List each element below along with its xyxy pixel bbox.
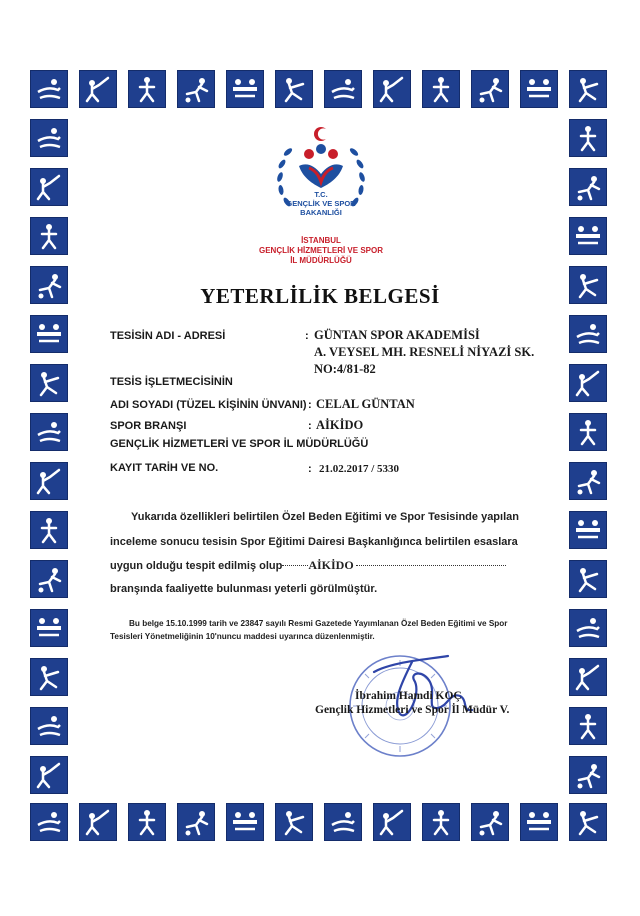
sport-pictogram-icon <box>569 462 607 500</box>
facility-value-line1: GÜNTAN SPOR AKADEMİSİ <box>314 328 480 342</box>
sport-pictogram-icon <box>226 70 264 108</box>
registration-value: 21.02.2017 / 5330 <box>319 463 400 475</box>
legal-note-line2: Tesisleri Yönetmeliğinin 10'nuncu maddesi uyarınca düzenlenmiştir. <box>110 632 375 641</box>
sport-pictogram-icon <box>471 70 509 108</box>
logo-directorate-line3: İL MÜDÜRLÜĞÜ <box>290 256 352 265</box>
logo-ministry-line2: BAKANLIĞI <box>300 208 342 217</box>
sport-pictogram-icon <box>275 70 313 108</box>
body-line3-value: AİKİDO <box>308 558 354 572</box>
operator-label-line1: TESİS İŞLETMECİSİNİN <box>110 376 233 388</box>
registration-label: KAYIT TARİH VE NO. <box>110 462 219 474</box>
sport-pictogram-icon <box>30 70 68 108</box>
sport-pictogram-icon <box>569 413 607 451</box>
sport-pictogram-icon <box>30 803 68 841</box>
directorate-line: GENÇLİK HİZMETLERİ VE SPOR İL MÜDÜRLÜĞÜ <box>110 438 369 450</box>
body-line3 <box>110 558 550 573</box>
sport-pictogram-icon <box>30 511 68 549</box>
sport-pictogram-icon <box>373 70 411 108</box>
sport-pictogram-icon <box>569 217 607 255</box>
sport-pictogram-icon <box>569 364 607 402</box>
sport-pictogram-icon <box>569 609 607 647</box>
sport-pictogram-icon <box>569 560 607 598</box>
sport-pictogram-icon <box>30 560 68 598</box>
sport-pictogram-icon <box>569 511 607 549</box>
dotted-leader <box>282 565 308 566</box>
sport-pictogram-icon <box>30 413 68 451</box>
sport-pictogram-icon <box>324 803 362 841</box>
facility-value-line2: A. VEYSEL MH. RESNELİ NİYAZİ SK. <box>314 345 535 359</box>
sport-pictogram-icon <box>177 803 215 841</box>
branch-colon: : <box>308 420 312 432</box>
sport-pictogram-icon <box>30 609 68 647</box>
sport-pictogram-icon <box>79 803 117 841</box>
facility-colon: : <box>305 330 309 342</box>
sport-pictogram-icon <box>569 803 607 841</box>
logo-directorate-text <box>248 236 394 266</box>
registration-colon: : <box>308 463 312 475</box>
sport-pictogram-icon <box>569 70 607 108</box>
sport-pictogram-icon <box>226 803 264 841</box>
sport-pictogram-icon <box>275 803 313 841</box>
sport-pictogram-icon <box>520 70 558 108</box>
body-line3-prefix: uygun olduğu tespit edilmiş olup <box>110 560 283 572</box>
sport-pictogram-icon <box>30 658 68 696</box>
facility-value-line3: NO:4/81-82 <box>314 362 376 376</box>
sport-pictogram-icon <box>569 658 607 696</box>
sport-pictogram-icon <box>30 168 68 206</box>
operator-colon: : <box>308 399 312 411</box>
sport-pictogram-icon <box>471 803 509 841</box>
sport-pictogram-icon <box>422 70 460 108</box>
branch-label: SPOR BRANŞI <box>110 420 187 432</box>
sport-pictogram-icon <box>30 119 68 157</box>
sport-pictogram-icon <box>30 707 68 745</box>
sport-pictogram-icon <box>569 119 607 157</box>
legal-note-line1: Bu belge 15.10.1999 tarih ve 23847 sayılı Resmi Gazetede Yayımlanan Özel Beden Eğitimi ve Spor <box>129 619 508 628</box>
facility-label: TESİSİN ADI - ADRESİ <box>110 330 226 342</box>
sport-pictogram-icon <box>30 462 68 500</box>
branch-value: AİKİDO <box>316 418 364 432</box>
sport-pictogram-icon <box>422 803 460 841</box>
operator-label-line2: ADI SOYADI (TÜZEL KİŞİNİN ÜNVANI) <box>110 399 307 411</box>
operator-value: CELAL GÜNTAN <box>316 397 415 411</box>
sport-pictogram-icon <box>30 364 68 402</box>
logo-ministry-line1: GENÇLİK VE SPOR <box>286 199 356 208</box>
sport-pictogram-icon <box>520 803 558 841</box>
sport-pictogram-icon <box>79 70 117 108</box>
logo-country: T.C. <box>314 190 328 199</box>
logo-directorate-line2: GENÇLİK HİZMETLERİ VE SPOR <box>258 246 383 255</box>
signatory-title: Gençlik Hizmetleri ve Spor İl Müdür V. <box>315 704 510 716</box>
sport-pictogram-icon <box>569 315 607 353</box>
sport-pictogram-icon <box>30 217 68 255</box>
sport-pictogram-icon <box>324 70 362 108</box>
sport-pictogram-icon <box>569 707 607 745</box>
signatory-name: İbrahim Hamdi KOÇ <box>355 690 462 702</box>
sport-pictogram-icon <box>30 315 68 353</box>
sport-pictogram-icon <box>569 168 607 206</box>
body-line1: Yukarıda özellikleri belirtilen Özel Beden Eğitimi ve Spor Tesisinde yapılan <box>131 511 519 523</box>
body-line4: branşında faaliyette bulunması yeterli görülmüştür. <box>110 583 378 595</box>
body-line2: inceleme sonucu tesisin Spor Eğitimi Dairesi Başkanlığınca belirtilen esaslara <box>110 536 518 548</box>
page-title: YETERLİLİK BELGESİ <box>200 284 440 308</box>
sport-pictogram-icon <box>128 70 166 108</box>
logo-ministry-text <box>276 190 366 217</box>
sport-pictogram-icon <box>30 756 68 794</box>
sport-pictogram-icon <box>373 803 411 841</box>
sport-pictogram-icon <box>569 756 607 794</box>
logo-directorate-line1: İSTANBUL <box>301 236 341 245</box>
dotted-line <box>356 565 506 566</box>
sport-pictogram-icon <box>177 70 215 108</box>
sport-pictogram-icon <box>128 803 166 841</box>
